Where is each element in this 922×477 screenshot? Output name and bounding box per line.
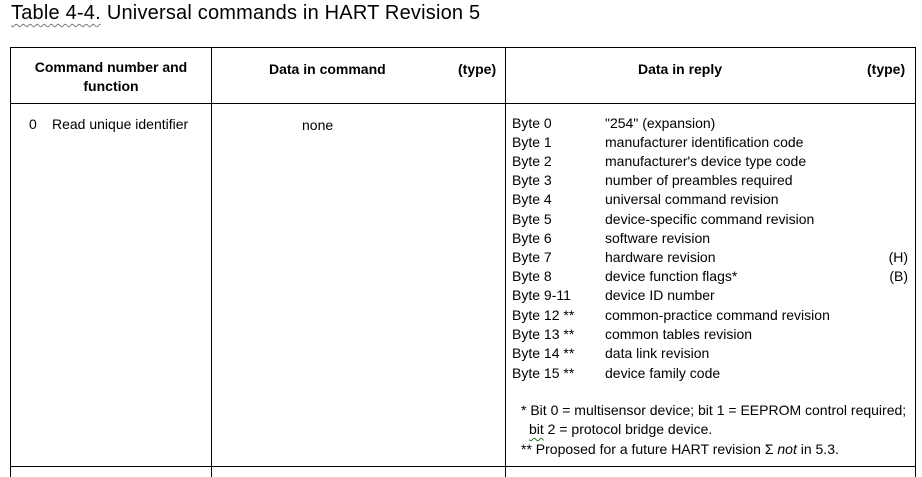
header-type-command: (type) [458,61,497,77]
reply-byte: Byte 1 [512,134,552,150]
reply-description: "254" (expansion) [605,115,716,131]
data-in-command-value: none [302,117,334,133]
reply-byte: Byte 8 [512,268,552,284]
reply-row [512,229,908,248]
header-data-in-command: Data in command [269,61,386,77]
command-name: Read unique identifier [52,116,189,132]
reply-row [512,171,908,190]
reply-description: universal command revision [605,191,779,207]
reply-description: common tables revision [605,326,753,342]
footnote-proposed [521,440,839,459]
reply-description: common-practice command revision [605,307,830,323]
command-number: 0 [29,116,37,132]
reply-byte: Byte 3 [512,172,552,188]
footnote-flags-line-2 [529,420,712,439]
reply-row [512,364,908,383]
reply-row [512,344,908,363]
reply-byte: Byte 12 ** [512,307,575,323]
footnote-not-word: not [777,441,797,457]
reply-row [512,267,908,286]
column-divider-2 [505,47,506,477]
footnote-proposed-text: ** Proposed for a future HART revision [521,441,765,457]
reply-row [512,114,908,133]
reply-description: device-specific command revision [605,211,815,227]
reply-byte: Byte 13 ** [512,326,575,342]
header-type-reply: (type) [867,61,906,77]
reply-row [512,210,908,229]
column-divider-1 [211,47,212,477]
reply-row [512,190,908,209]
reply-byte: Byte 15 ** [512,365,575,381]
reply-description: number of preambles required [605,172,793,188]
footnote-flags-line-1: * Bit 0 = multisensor device; bit 1 = EEPROM control required; [521,402,907,418]
reply-description: manufacturer identification code [605,134,804,150]
reply-description: device ID number [605,287,715,303]
reply-type: (H) [888,249,908,265]
reply-byte: Byte 14 ** [512,345,575,361]
reply-row [512,286,908,305]
row-bottom-border [10,466,916,467]
reply-row [512,152,908,171]
reply-description: device function flags* [605,268,738,284]
reply-row [512,306,908,325]
footnote-flags-rest: 2 = protocol bridge device. [543,421,713,437]
reply-byte: Byte 9-11 [512,287,571,303]
footnote-proposed-end: in 5.3. [796,441,839,457]
reply-byte: Byte 4 [512,191,552,207]
reply-byte: Byte 5 [512,211,552,227]
reply-description: hardware revision [605,249,716,265]
header-bottom-border [10,103,916,104]
table-number: Table 4-4. [11,2,101,24]
header-data-in-reply: Data in reply [638,61,723,77]
table-left-border [10,47,11,477]
reply-type: (B) [889,268,908,284]
reply-byte: Byte 7 [512,249,552,265]
reply-description: software revision [605,230,711,246]
table-right-border [915,47,916,477]
reply-row [512,325,908,344]
header-command: Command number and function [34,59,188,94]
table-title [11,2,480,25]
reply-byte: Byte 0 [512,115,552,131]
reply-byte: Byte 2 [512,153,552,169]
reply-description: manufacturer's device type code [605,153,807,169]
reply-row [512,248,908,267]
reply-row [512,133,908,152]
footnote-bit-word: bit [529,421,544,437]
reply-description: data link revision [605,345,710,361]
table-top-border [10,47,916,48]
table-title-text: Universal commands in HART Revision 5 [106,2,481,24]
sigma-symbol: Σ [764,441,774,457]
reply-byte: Byte 6 [512,230,552,246]
reply-description: device family code [605,365,721,381]
